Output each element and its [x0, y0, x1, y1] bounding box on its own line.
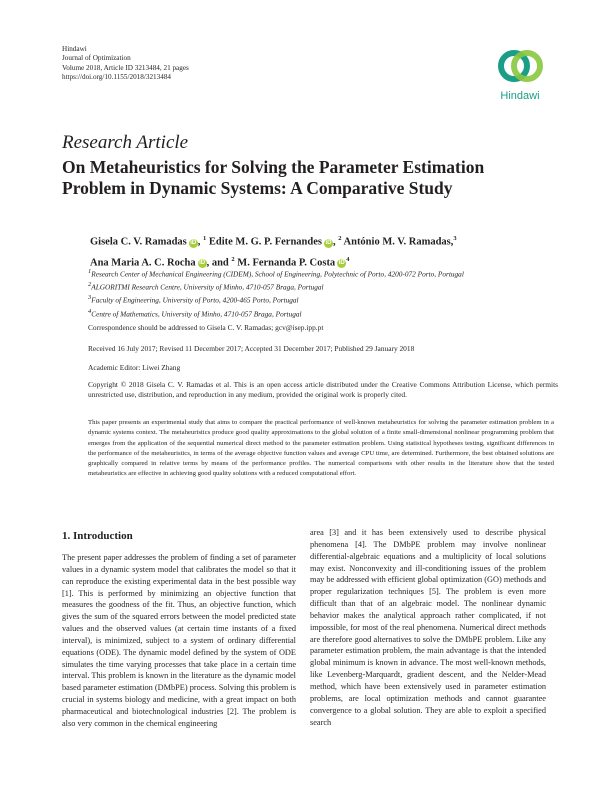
author[interactable]: Ana Maria A. C. Rocha: [90, 257, 196, 268]
affiliation: $^4$Centre of Mathematics, University of Minho, 4710-057 Braga, Portugal: [88, 307, 302, 319]
author[interactable]: Edite M. G. P. Fernandes: [208, 236, 322, 248]
affiliation: $^1$Research Center of Mechanical Engineering (CIDEM), School of Engineering, Polytechnic of Porto, 4200-072 Porto, Portugal: [88, 268, 464, 279]
journal-name: Journal of Optimization: [62, 54, 131, 63]
author[interactable]: António M. V. Ramadas,: [343, 236, 454, 248]
academic-editor: Academic Editor: Liwei Zhang: [88, 363, 181, 372]
hindawi-logo-icon: [490, 44, 550, 90]
section-heading: 1. Introduction: [62, 530, 133, 542]
paper-title: On Metaheuristics for Solving the Parameter Estimation Problem in Dynamic Systems: A Comparative Study: [62, 157, 485, 198]
author[interactable]: Gisela C. V. Ramadas: [90, 236, 187, 248]
publication-dates: Received 16 July 2017; Revised 11 December 2017; Accepted 31 December 2017; Published 29 January 2018: [88, 344, 415, 353]
author-list: Gisela C. V. Ramadas iD , $^1$ Edite M. G. P. Fernandes iD , $^2$ António M. V. Ramadas,$^3$ Ana Maria A. C. Rocha iD , and $^2$ M. Fernanda P. Costa $iD^4$: [90, 235, 457, 268]
affiliation: $^3$Faculty of Engineering, University of Porto, 4200-465 Porto, Portugal: [88, 294, 299, 305]
affiliations: [88, 267, 558, 320]
orcid-icon[interactable]: iD: [199, 260, 206, 266]
article-type: Research Article: [62, 132, 189, 153]
journal-header: [62, 45, 189, 83]
orcid-icon[interactable]: iD: [338, 260, 345, 266]
correspondence: Correspondence should be addressed to Gisela C. V. Ramadas; gcv@isep.ipp.pt: [88, 323, 324, 332]
author-affil-sup: 4: [346, 255, 350, 263]
logo-text: Hindawi: [500, 90, 540, 102]
body-column-left: The present paper addresses the problem of finding a set of parameter values in a dynamic system model that calibrates the model so that it can reproduce the existing experimental data in the best possible way [1]. This is performed by minimizing an objective function that measures the goodness of the fit. Thus, an objective function, which gives the sum of the squared errors between the model predicted state values and the observed values (at certain time instants of a fixed interval), is minimized, subject to a system of ordinary differential equations (ODE). The dynamic model defined by the system of ODE simulates the time varying processes that take place in a certain time interval. This problem is known in the literature as the dynamic model based parameter estimation (DMbPE) process. Solving this problem is crucial in systems biology and medicine, with a great impact on both pharmaceutical and biotechnological industries [2]. The problem is also very common in the chemical engineering: [62, 553, 296, 728]
volume-line: Volume 2018, Article ID 3213484, 21 pages: [62, 63, 189, 72]
doi-link[interactable]: https://doi.org/10.1155/2018/3213484: [62, 73, 172, 82]
author-affil-sup: 2: [231, 255, 235, 263]
orcid-icon[interactable]: iD: [190, 239, 197, 246]
abstract: This paper presents an experimental study that aims to compare the practical performance of well-known metaheuristics for solving the parameter estimation problem in a dynamic systems context. The metaheuristics produce good quality approximations to the global solution of a finite small-dimensional nonlinear programming problem that emerges from the application of the sequential numerical direct method to the parameter estimation problem. Using statistical hypotheses testing, significant differences in the performance of the metaheuristics, in terms of the average objective function values and average CPU time, are determined. Furthermore, the best obtained solutions are graphically compared in relative terms by means of the performance profiles. The numerical comparisons with other results in the literature show that the tested metaheuristics are effective in achieving good quality solutions with a reduced computational effort.: [88, 419, 554, 478]
orcid-icon[interactable]: iD: [325, 239, 332, 246]
copyright: Copyright © 2018 Gisela C. V. Ramadas et al. This is an open access article distributed under the Creative Commons Attribution License, which permits unrestricted use, distribution, and reproduction in any medium, provided the original work is properly cited.: [88, 380, 558, 399]
author-affil-sup: 1: [203, 235, 207, 242]
affiliation: $^2$ALGORITMI Research Centre, University of Minho, 4710-057 Braga, Portugal: [88, 281, 324, 292]
publisher-name: Hindawi: [62, 45, 87, 53]
body-column-right: area [3] and it has been extensively used to describe physical phenomena [4]. The DMbPE problem may involve nonlinear differential-algebraic equations and a multiplicity of local solutions may exist. Nonconvexity and ill-conditioning issues of the problem may be addressed with efficient global optimization (GO) methods and proper regularization techniques [5]. The problem is even more difficult than that of an algebraic model. The nonlinear dynamic behavior makes the analytical approach rather complicated, if not impossible, for most of the real phenomena. Numerical direct methods are therefore good alternatives to solve the DMbPE problem. Like any parameter estimation problem, the main advantage is that the intended global minimum is known in advance. The most well-known methods, like Levenberg-Marquardt, gradient descent, and the Nelder-Mead method, which have been extensively used in parameter estimation problems, are local optimization methods and cannot guarantee convergence to a global solution. They are able to exploit a specified search: [310, 528, 547, 727]
author[interactable]: M. Fernanda P. Costa: [237, 257, 336, 268]
author-affil-sup: 2: [338, 235, 342, 242]
author-affil-sup: 3: [453, 235, 457, 242]
hindawi-logo: [490, 44, 550, 106]
